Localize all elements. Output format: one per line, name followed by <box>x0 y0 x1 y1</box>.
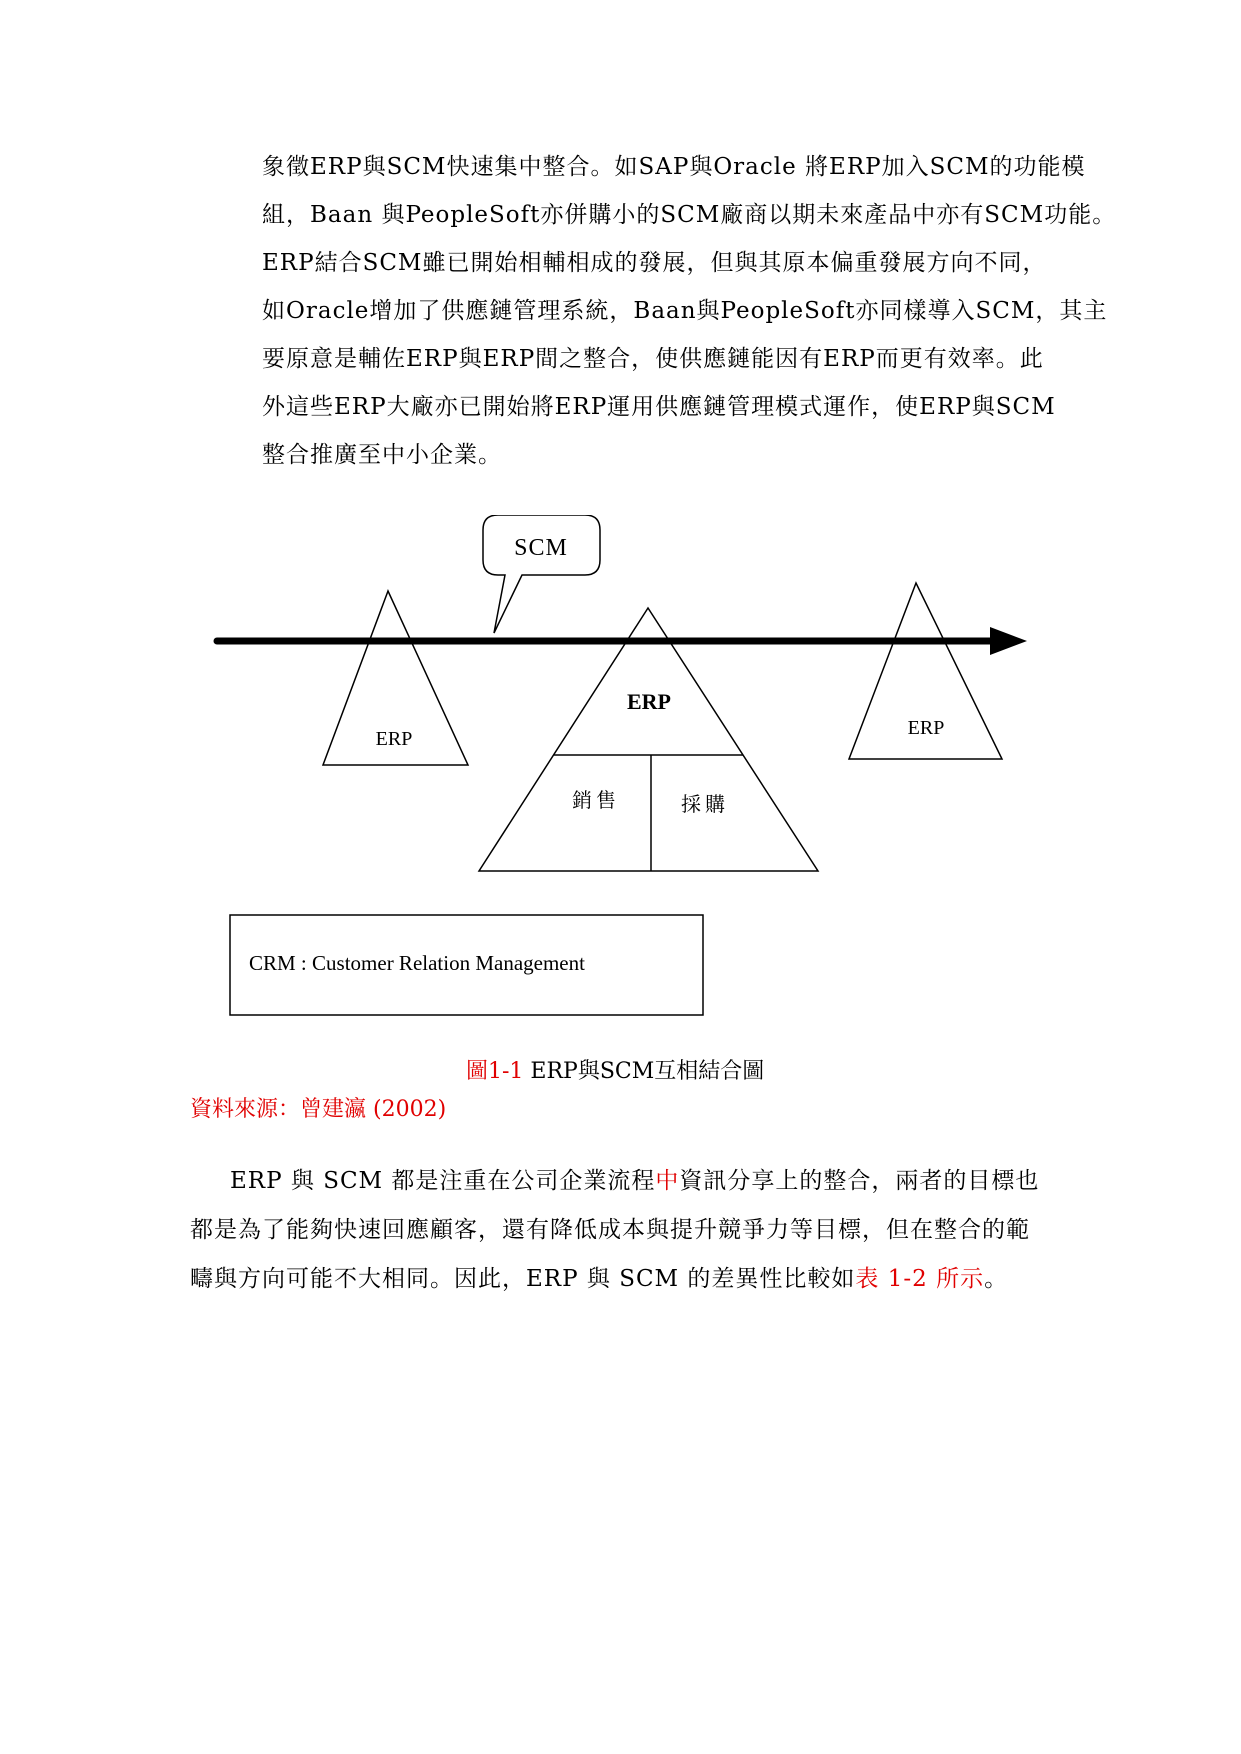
paragraph-2-text: 。 <box>984 1266 1009 1292</box>
paragraph-1-line: 如Oracle增加了供應鏈管理系統，Baan與PeopleSoft亦同樣導入SCM，其主 <box>262 298 1108 324</box>
paragraph-2-text: ERP 與 SCM 都是注重在公司企業流程 <box>230 1168 656 1194</box>
paragraph-2-line: 都是為了能夠快速回應顧客，還有降低成本與提升競爭力等目標，但在整合的範 <box>190 1217 1030 1243</box>
timeline-arrow-head <box>990 627 1027 655</box>
paragraph-2-line <box>190 1157 1080 1206</box>
paragraph-2 <box>190 1157 1080 1304</box>
paragraph-1 <box>262 143 1117 479</box>
paragraph-2-text: 疇與方向可能不大相同。因此，ERP 與 SCM 的差異性比較如 <box>190 1266 856 1292</box>
paragraph-1-line: 要原意是輔佐ERP與ERP間之整合，使供應鏈能因有ERP而更有效率。此 <box>262 346 1044 372</box>
paragraph-2-highlight: 中 <box>655 1168 680 1194</box>
figure-number: 圖1-1 <box>466 1059 524 1084</box>
right-erp-label: ERP <box>907 717 945 739</box>
left-erp-label: ERP <box>375 728 413 750</box>
paragraph-1-line: ERP結合SCM雖已開始相輔相成的發展，但與其原本偏重發展方向不同， <box>262 250 1047 276</box>
paragraph-1-line: 組，Baan 與PeopleSoft亦併購小的SCM廠商以期未來產品中亦有SCM功能。 <box>262 202 1117 228</box>
paragraph-1-line: 外這些ERP大廠亦已開始將ERP運用供應鏈管理模式運作，使ERP與SCM <box>262 394 1056 420</box>
center-erp-triangle <box>479 608 818 871</box>
paragraph-1-line: 整合推廣至中小企業。 <box>262 442 502 468</box>
sales-label: 銷售 <box>572 790 620 812</box>
figure-title: ERP與SCM互相結合圖 <box>523 1059 765 1084</box>
diagram-svg <box>200 515 1060 1025</box>
center-erp-label: ERP <box>627 689 671 714</box>
figure-source: 資料來源：曾建瀛 (2002) <box>190 1097 447 1122</box>
table-reference-link[interactable]: 表 1-2 所示 <box>855 1266 985 1292</box>
scm-callout-bubble <box>483 515 600 633</box>
erp-scm-diagram <box>200 515 1060 1025</box>
paragraph-2-line <box>190 1255 1080 1304</box>
figure-caption <box>466 1054 764 1085</box>
paragraph-2-text: 資訊分享上的整合，兩者的目標也 <box>679 1168 1040 1194</box>
crm-box-label: CRM : Customer Relation Management <box>249 951 585 975</box>
purchasing-label: 採購 <box>681 794 729 816</box>
scm-callout-label: SCM <box>514 535 568 561</box>
paragraph-1-line: 象徵ERP與SCM快速集中整合。如SAP與Oracle 將ERP加入SCM的功能模 <box>262 154 1086 180</box>
